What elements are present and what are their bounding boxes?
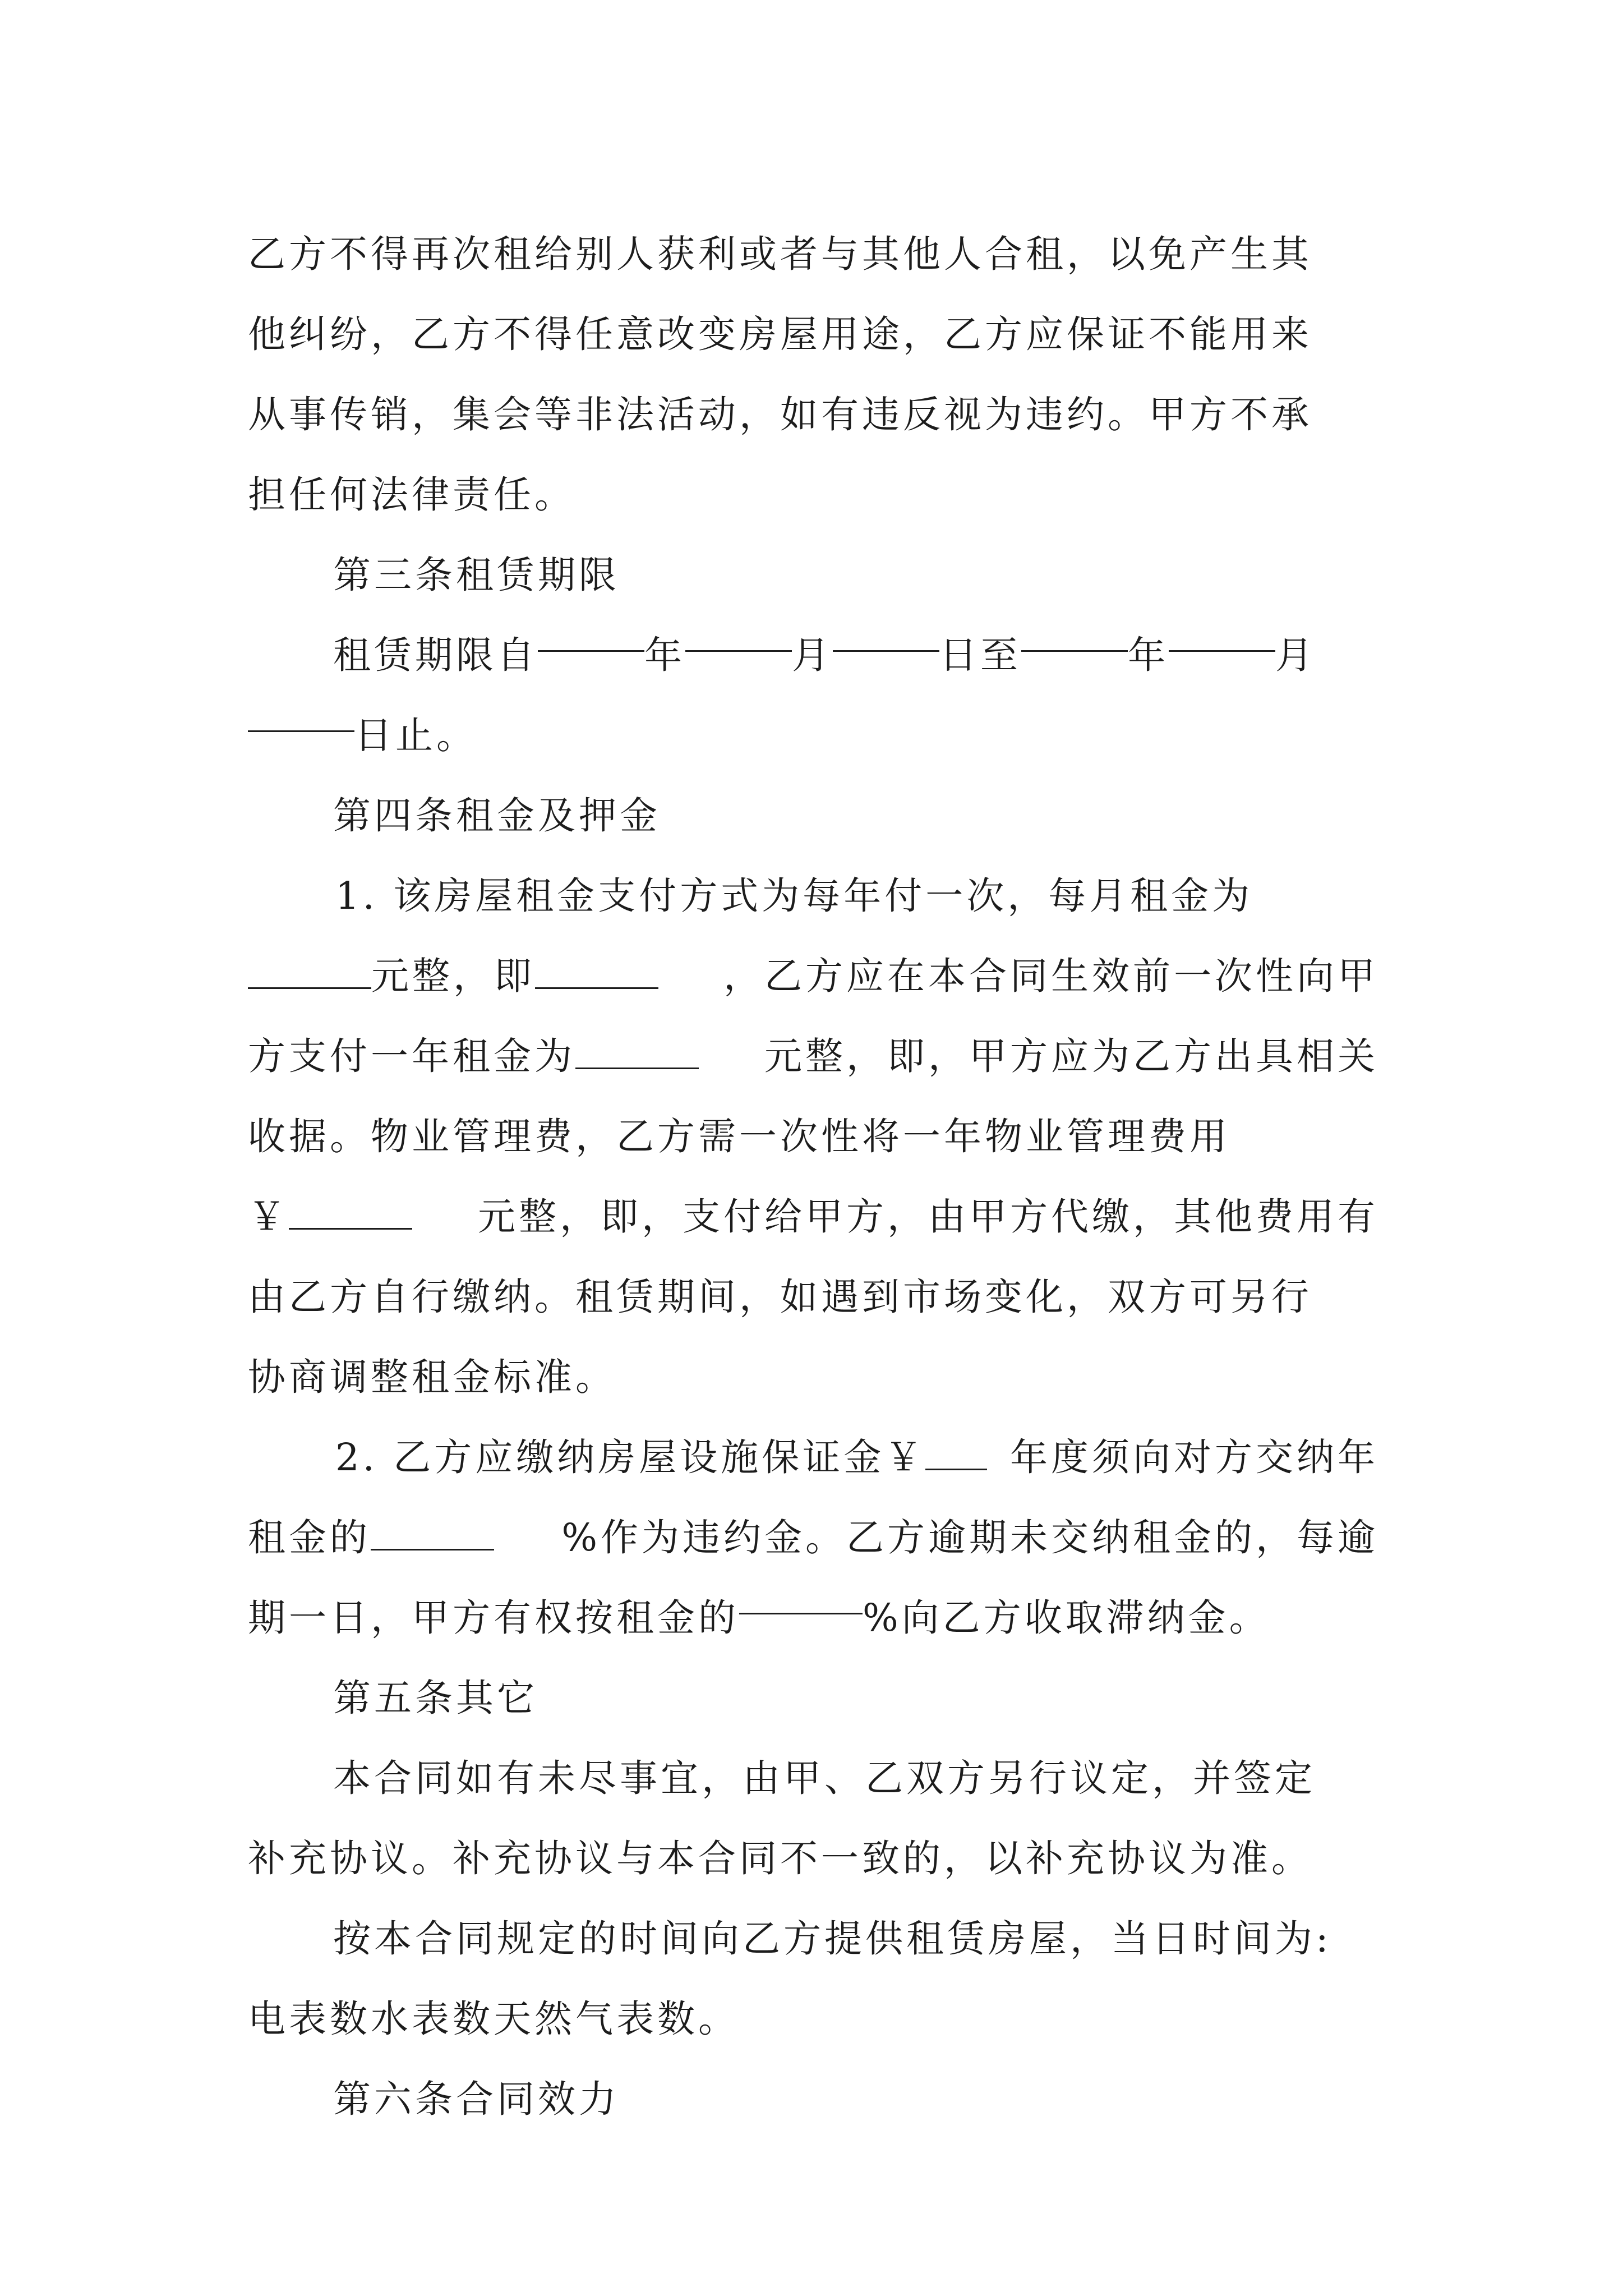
text-line: 本合同如有未尽事宜，由甲、乙双方另行议定，并签定 bbox=[333, 1756, 1316, 1800]
text-seg: ￥ bbox=[248, 1195, 289, 1239]
end-year-blank bbox=[1021, 615, 1128, 652]
text-line: 担任何法律责任。 bbox=[248, 473, 575, 517]
text-seg: %作为违约金。乙方逾期未交纳租金的，每逾 bbox=[561, 1516, 1378, 1559]
text-line: 从事传销，集会等非法活动，如有违反视为违约。甲方不承 bbox=[248, 393, 1312, 436]
text-seg: %向乙方收取滞纳金。 bbox=[863, 1596, 1270, 1640]
text-seg: 租金的 bbox=[248, 1516, 371, 1559]
text-line: 乙方不得再次租给别人获利或者与其他人合租，以免产生其 bbox=[248, 232, 1312, 276]
rent-item-1-line bbox=[248, 1177, 1378, 1257]
rent-item-1-line bbox=[248, 1016, 1378, 1097]
monthly-rent-words-blank bbox=[535, 953, 658, 989]
text-line: 1. 该房屋租金支付方式为每年付一次，每月租金为 bbox=[335, 874, 1253, 918]
start-day-blank bbox=[833, 615, 939, 652]
heading-text: 第六条合同效力 bbox=[333, 2077, 620, 2121]
text-line: 按本合同规定的时间向乙方提供租赁房屋，当日时间为: bbox=[333, 1917, 1332, 1961]
text-seg: 元整，即，支付给甲方，由甲方代缴，其他费用有 bbox=[478, 1195, 1378, 1239]
property-fee-blank bbox=[289, 1193, 412, 1230]
lease-term-line bbox=[248, 615, 1378, 696]
heading-text: 第四条租金及押金 bbox=[333, 794, 661, 838]
text-line: 电表数水表数天然气表数。 bbox=[248, 1997, 739, 2041]
article-3-heading bbox=[248, 535, 1378, 615]
rent-item-1-line bbox=[248, 856, 1378, 936]
annual-rent-blank bbox=[575, 1033, 699, 1069]
handover-line bbox=[248, 1899, 1378, 1979]
text-line: 他纠纷，乙方不得任意改变房屋用途，乙方应保证不能用来 bbox=[248, 312, 1312, 356]
text-seg: 年度须向对方交纳年 bbox=[1010, 1435, 1378, 1479]
text-seg: 元整，即，甲方应为乙方出具相关 bbox=[764, 1034, 1378, 1078]
text-seg: 期一日，甲方有权按租金的 bbox=[248, 1596, 739, 1640]
text-seg: 日止。 bbox=[354, 714, 477, 757]
late-fee-percent-blank bbox=[739, 1578, 863, 1614]
rent-item-1-line bbox=[248, 1257, 1378, 1337]
rent-item-2-line bbox=[248, 1578, 1378, 1658]
rent-item-1-line bbox=[248, 1337, 1378, 1418]
end-day-blank bbox=[248, 696, 354, 732]
heading-text: 第五条其它 bbox=[333, 1676, 538, 1720]
end-month-blank bbox=[1169, 615, 1275, 652]
text-seg: 2. 乙方应缴纳房屋设施保证金￥ bbox=[335, 1435, 926, 1479]
text-seg: ，乙方应在本合同生效前一次性向甲 bbox=[723, 954, 1378, 998]
heading-text: 第三条租赁期限 bbox=[333, 553, 620, 597]
text-seg: 月 bbox=[1275, 633, 1316, 677]
rent-item-1-line bbox=[248, 936, 1378, 1016]
article-4-heading bbox=[248, 776, 1378, 856]
handover-line bbox=[248, 1979, 1378, 2059]
article-6-heading bbox=[248, 2059, 1378, 2139]
text-line: 由乙方自行缴纳。租赁期间，如遇到市场变化，双方可另行 bbox=[248, 1275, 1312, 1319]
penalty-percent-blank bbox=[371, 1514, 494, 1550]
text-seg: 月 bbox=[792, 633, 833, 677]
paragraph-line bbox=[248, 375, 1378, 455]
start-year-blank bbox=[538, 615, 644, 652]
text-line: 补充协议。补充协议与本合同不一致的，以补充协议为准。 bbox=[248, 1837, 1312, 1880]
text-line: 协商调整租金标准。 bbox=[248, 1355, 616, 1399]
deposit-blank bbox=[925, 1434, 987, 1470]
start-month-blank bbox=[685, 615, 792, 652]
other-terms-line bbox=[248, 1738, 1378, 1819]
rent-item-2-line bbox=[248, 1498, 1378, 1578]
text-line: 收据。物业管理费，乙方需一次性将一年物业管理费用 bbox=[248, 1115, 1230, 1158]
paragraph-line bbox=[248, 455, 1378, 535]
text-seg: 租赁期限自 bbox=[333, 633, 538, 677]
text-seg: 年 bbox=[1128, 633, 1169, 677]
text-seg: 年 bbox=[644, 633, 685, 677]
lease-term-line-2 bbox=[248, 696, 1378, 776]
text-seg: 方支付一年租金为 bbox=[248, 1034, 575, 1078]
paragraph-line bbox=[248, 295, 1378, 375]
rent-item-2-line bbox=[248, 1418, 1378, 1498]
contract-body bbox=[248, 214, 1378, 2139]
paragraph-line bbox=[248, 214, 1378, 295]
monthly-rent-blank bbox=[248, 953, 371, 989]
rent-item-1-line bbox=[248, 1097, 1378, 1177]
text-seg: 日至 bbox=[939, 633, 1021, 677]
other-terms-line bbox=[248, 1819, 1378, 1899]
text-seg: 元整，即 bbox=[371, 954, 535, 998]
article-5-heading bbox=[248, 1658, 1378, 1738]
